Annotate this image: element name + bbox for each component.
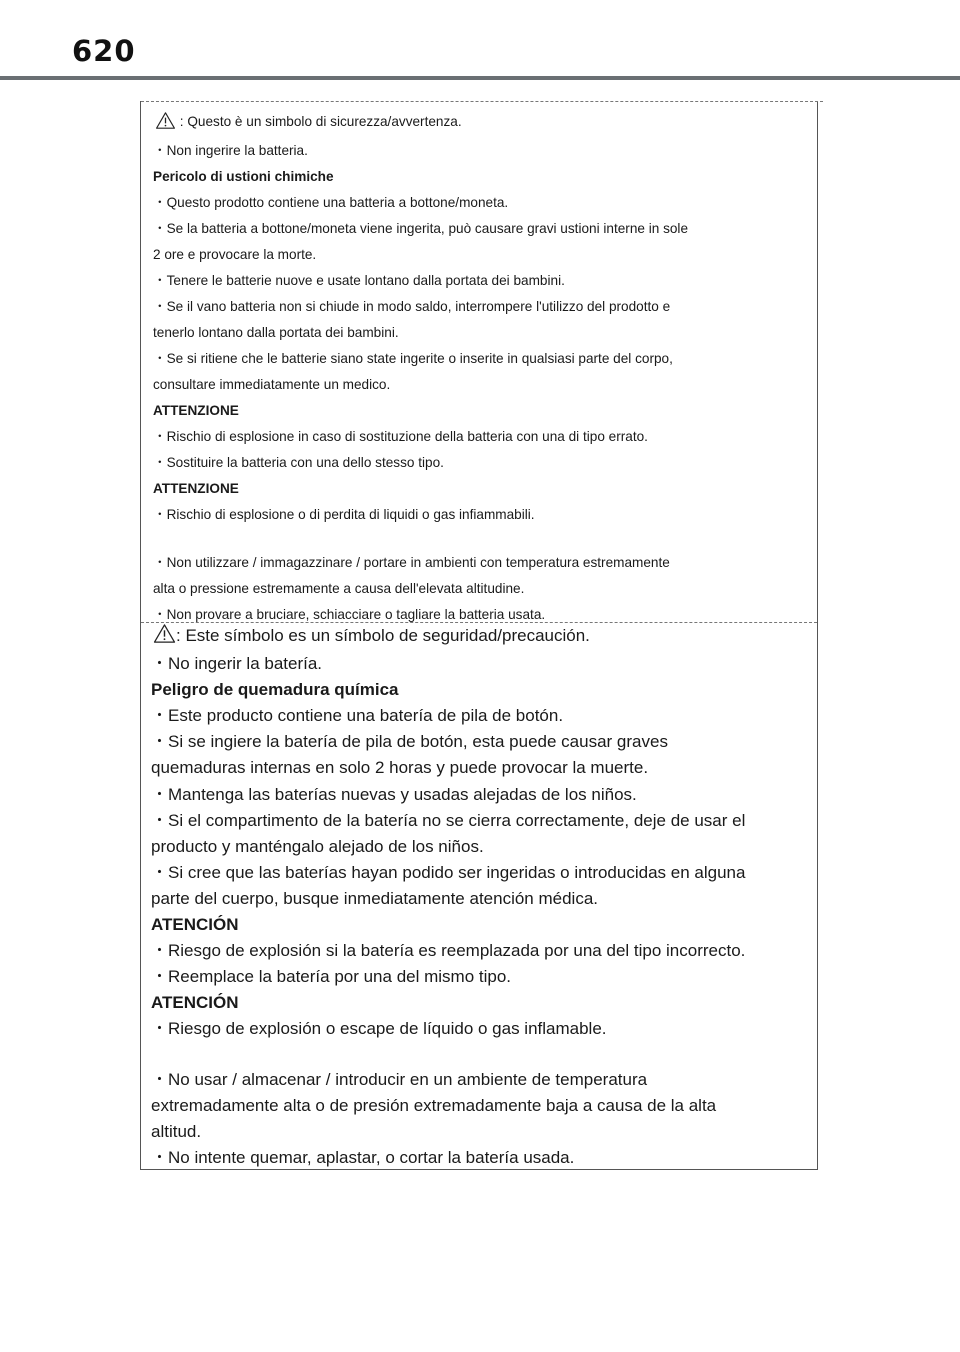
section-heading [151,912,807,938]
line-text: extremadamente alta o de presión extremadamente baja a causa de la alta [151,1095,717,1115]
text-line [151,782,807,808]
text-line [151,860,807,886]
line-text: ・Si cree que las baterías hayan podido ser ingeridas o introducidas en alguna [151,862,746,882]
text-line [151,964,807,990]
text-line [153,576,807,602]
text-line [153,109,807,138]
text-line [151,1145,807,1171]
text-line [153,502,807,528]
text-line [151,651,807,677]
paragraph-spacer [151,1043,807,1067]
text-line [153,138,807,164]
paragraph-spacer [153,528,807,550]
line-text: ・Si se ingiere la batería de pila de botón, esta puede causar graves [151,732,668,752]
line-text: ・Riesgo de explosión o escape de líquido o gas inflamable. [151,1019,607,1039]
line-text: ATTENZIONE [153,403,239,418]
warning-icon [155,112,176,138]
section-heading [153,164,807,190]
line-text: ・Tenere le batterie nuove e usate lontano dalla portata dei bambini. [153,273,565,288]
line-text: ATTENZIONE [153,481,239,496]
warning-box [140,101,818,1170]
text-line [153,550,807,576]
line-text: ・Se si ritiene che le batterie siano state ingerite o inserite in qualsiasi parte del corpo, [153,351,673,366]
italian-section [141,109,817,628]
line-text: : Este símbolo es un símbolo de seguridad/precaución. [176,626,590,645]
line-text: ・Rischio di esplosione o di perdita di liquidi o gas infiammabili. [153,507,535,522]
text-line [151,1016,807,1042]
text-line [153,320,807,346]
line-text: ・Se il vano batteria non si chiude in modo saldo, interrompere l'utilizzo del prodotto e [153,299,671,314]
spanish-section [141,623,817,1171]
line-text: ・Este producto contiene una batería de pila de botón. [151,706,564,726]
line-text: ATENCIÓN [151,915,239,935]
line-text: ・No usar / almacenar / introducir en un ambiente de temperatura [151,1069,648,1089]
warning-icon [153,624,176,651]
line-text: consultare immediatamente un medico. [153,377,391,392]
line-text: altitud. [151,1121,202,1141]
line-text: ・No ingerir la batería. [151,654,323,674]
section-heading [151,677,807,703]
text-line [153,242,807,268]
text-line [151,755,807,781]
line-text: ・Non ingerire la batteria. [153,143,308,158]
line-text: ・No intente quemar, aplastar, o cortar la batería usada. [151,1147,575,1167]
line-text: ・Sostituire la batteria con una dello stesso tipo. [153,455,444,470]
line-text: Peligro de quemadura química [151,680,399,700]
line-text: Pericolo di ustioni chimiche [153,169,334,184]
text-line [151,623,807,651]
text-line [151,703,807,729]
line-text: ・Se la batteria a bottone/moneta viene ingerita, può causare gravi ustioni interne in sole [153,221,689,236]
text-line [153,216,807,242]
text-line [151,938,807,964]
line-text: tenerlo lontano dalla portata dei bambini. [153,325,399,340]
text-line [151,886,807,912]
line-text: producto y manténgalo alejado de los niños. [151,836,484,856]
text-line [151,1067,807,1093]
line-text: : Questo è un simbolo di sicurezza/avvertenza. [176,114,462,129]
line-text: ATENCIÓN [151,993,239,1013]
text-line [153,450,807,476]
section-heading [151,990,807,1016]
line-text: parte del cuerpo, busque inmediatamente atención médica. [151,888,599,908]
line-text: ・Questo prodotto contiene una batteria a bottone/moneta. [153,195,509,210]
line-text: ・Riesgo de explosión si la batería es reemplazada por una del tipo incorrecto. [151,941,746,961]
page-number: 620 [72,34,136,68]
text-line [153,346,807,372]
text-line [153,268,807,294]
line-text: alta o pressione estremamente a causa dell'elevata altitudine. [153,581,525,596]
section-heading [153,398,807,424]
text-line [151,1093,807,1119]
line-text: ・Non provare a bruciare, schiacciare o tagliare la batteria usata. [153,607,546,622]
text-line [153,424,807,450]
line-text: ・Reemplace la batería por una del mismo tipo. [151,967,512,987]
line-text: ・Rischio di esplosione in caso di sostituzione della batteria con una di tipo errato. [153,429,648,444]
text-line [153,372,807,398]
line-text: ・Mantenga las baterías nuevas y usadas alejadas de los niños. [151,784,637,804]
line-text: 2 ore e provocare la morte. [153,247,317,262]
line-text: ・Non utilizzare / immagazzinare / portare in ambienti con temperatura estremamente [153,555,670,570]
text-line [151,729,807,755]
section-heading [153,476,807,502]
text-line [153,190,807,216]
line-text: ・Si el compartimento de la batería no se cierra correctamente, deje de usar el [151,810,746,830]
text-line [151,834,807,860]
text-line [151,1119,807,1145]
line-text: quemaduras internas en solo 2 horas y puede provocar la muerte. [151,758,649,778]
text-line [151,808,807,834]
header-rule [0,76,960,80]
text-line [153,294,807,320]
